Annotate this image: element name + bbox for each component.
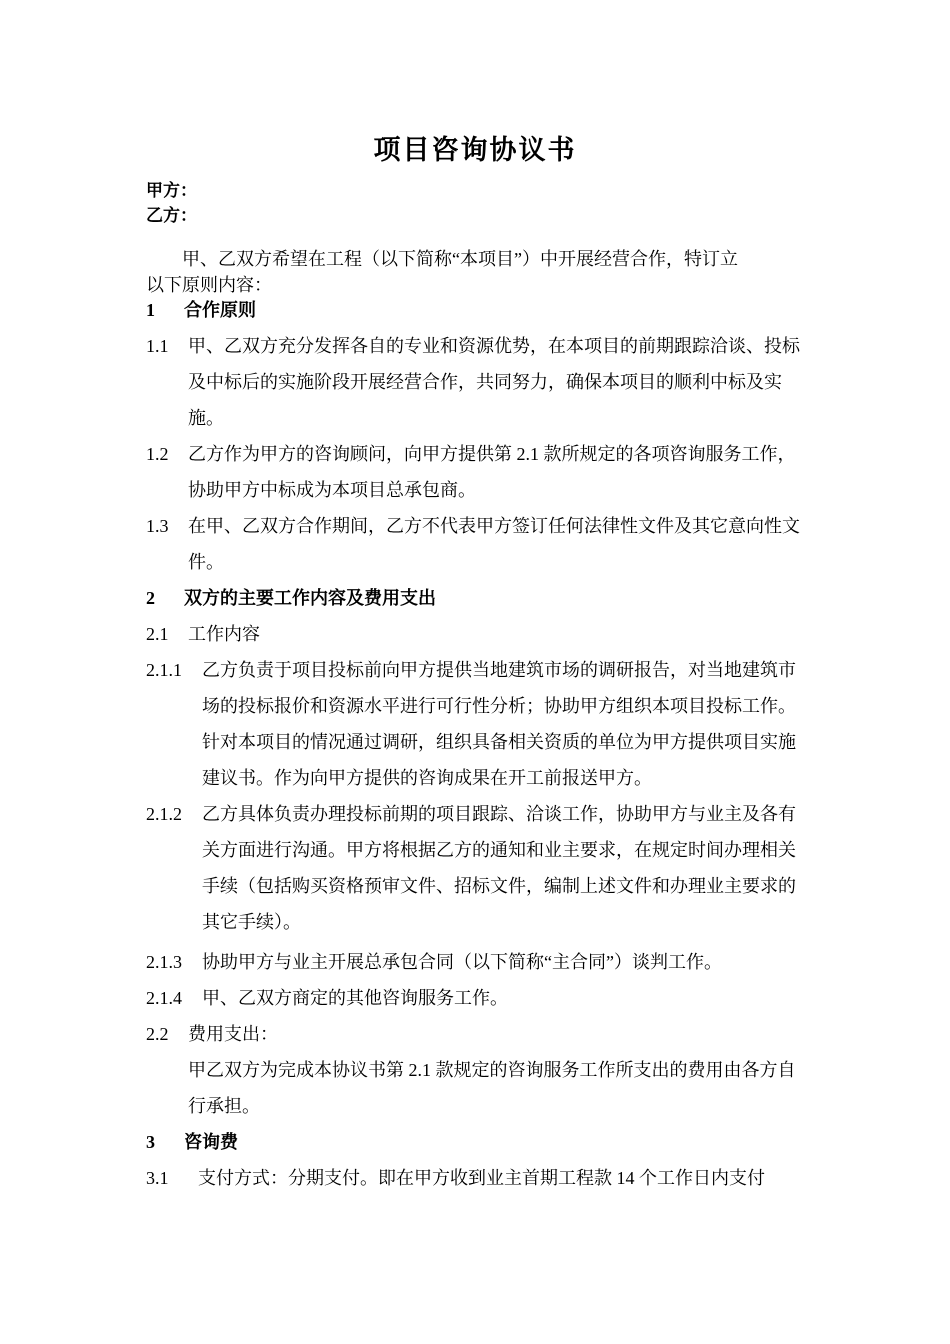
section-title: 合作原则 xyxy=(184,300,256,320)
party-a-label: 甲方： xyxy=(146,181,197,200)
clause-1-1 xyxy=(146,328,808,436)
clause-2-1-4 xyxy=(146,980,808,1016)
clause-text: 乙方负责于项目投标前向甲方提供当地建筑市场的调研报告，对当地建筑市场的投标报价和资源水平进行可行性分析；协助甲方组织本项目投标工作。针对本项目的情况通过调研，组织具备相关资质的单位为甲方提供项目实施建议书。作为向甲方提供的咨询成果在开工前报送甲方。 xyxy=(202,660,796,788)
clause-2-2 xyxy=(146,1016,808,1052)
section-title: 双方的主要工作内容及费用支出 xyxy=(184,588,436,608)
clause-number: 1.1 xyxy=(146,336,169,356)
clause-number: 1.3 xyxy=(146,516,169,536)
party-b-label: 乙方： xyxy=(146,206,197,225)
section-number: 3 xyxy=(146,1132,155,1152)
clause-2-1-3 xyxy=(146,944,808,980)
intro-line-2: 以下原则内容： xyxy=(146,275,272,295)
clause-text: 费用支出： xyxy=(188,1024,278,1044)
clause-number: 2.1.2 xyxy=(146,804,182,824)
clause-number: 2.2 xyxy=(146,1024,169,1044)
clause-2-1 xyxy=(146,616,808,652)
section-number: 1 xyxy=(146,300,155,320)
clause-text: 乙方作为甲方的咨询顾问，向甲方提供第 2.1 款所规定的各项咨询服务工作，协助甲方中标成为本项目总承包商。 xyxy=(188,444,796,500)
clause-text: 甲、乙双方充分发挥各自的专业和资源优势，在本项目的前期跟踪洽谈、投标及中标后的实施阶段开展经营合作，共同努力，确保本项目的顺利中标及实施。 xyxy=(188,336,800,428)
section-3-heading xyxy=(146,1124,808,1160)
clause-text: 甲乙双方为完成本协议书第 2.1 款规定的咨询服务工作所支出的费用由各方自行承担。 xyxy=(188,1060,796,1116)
clause-number: 2.1 xyxy=(146,624,169,644)
clause-1-2 xyxy=(146,436,808,508)
clause-text: 在甲、乙双方合作期间，乙方不代表甲方签订任何法律性文件及其它意向性文件。 xyxy=(188,516,800,572)
section-number: 2 xyxy=(146,588,155,608)
clause-3-1 xyxy=(146,1160,808,1196)
clause-number: 3.1 xyxy=(146,1168,169,1188)
section-2-heading xyxy=(146,580,808,616)
clause-text: 协助甲方与业主开展总承包合同（以下简称“主合同”）谈判工作。 xyxy=(202,952,722,972)
clause-number: 1.2 xyxy=(146,444,169,464)
section-1-heading xyxy=(146,292,808,328)
intro-paragraph xyxy=(146,246,806,298)
clause-2-1-2 xyxy=(146,796,808,940)
clause-number: 2.1.4 xyxy=(146,988,182,1008)
clause-text: 甲、乙双方商定的其他咨询服务工作。 xyxy=(202,988,508,1008)
clause-text: 乙方具体负责办理投标前期的项目跟踪、洽谈工作，协助甲方与业主及各有关方面进行沟通。甲方将根据乙方的通知和业主要求，在规定时间办理相关手续（包括购买资格预审文件、招标文件，编制上述文件和办理业主要求的其它手续）。 xyxy=(202,804,796,932)
clause-text: 工作内容 xyxy=(188,624,260,644)
clause-text: 支付方式：分期支付。即在甲方收到业主首期工程款 14 个工作日内支付 xyxy=(198,1168,765,1188)
clause-number: 2.1.1 xyxy=(146,660,182,680)
clause-number: 2.1.3 xyxy=(146,952,182,972)
clause-2-2-body xyxy=(146,1052,808,1124)
clause-1-3 xyxy=(146,508,808,580)
section-title: 咨询费 xyxy=(184,1132,238,1152)
intro-line-1: 甲、乙双方希望在工程（以下简称“本项目”）中开展经营合作，特订立 xyxy=(182,249,738,269)
clause-2-1-1 xyxy=(146,652,808,796)
document-title: 项目咨询协议书 xyxy=(373,135,577,165)
